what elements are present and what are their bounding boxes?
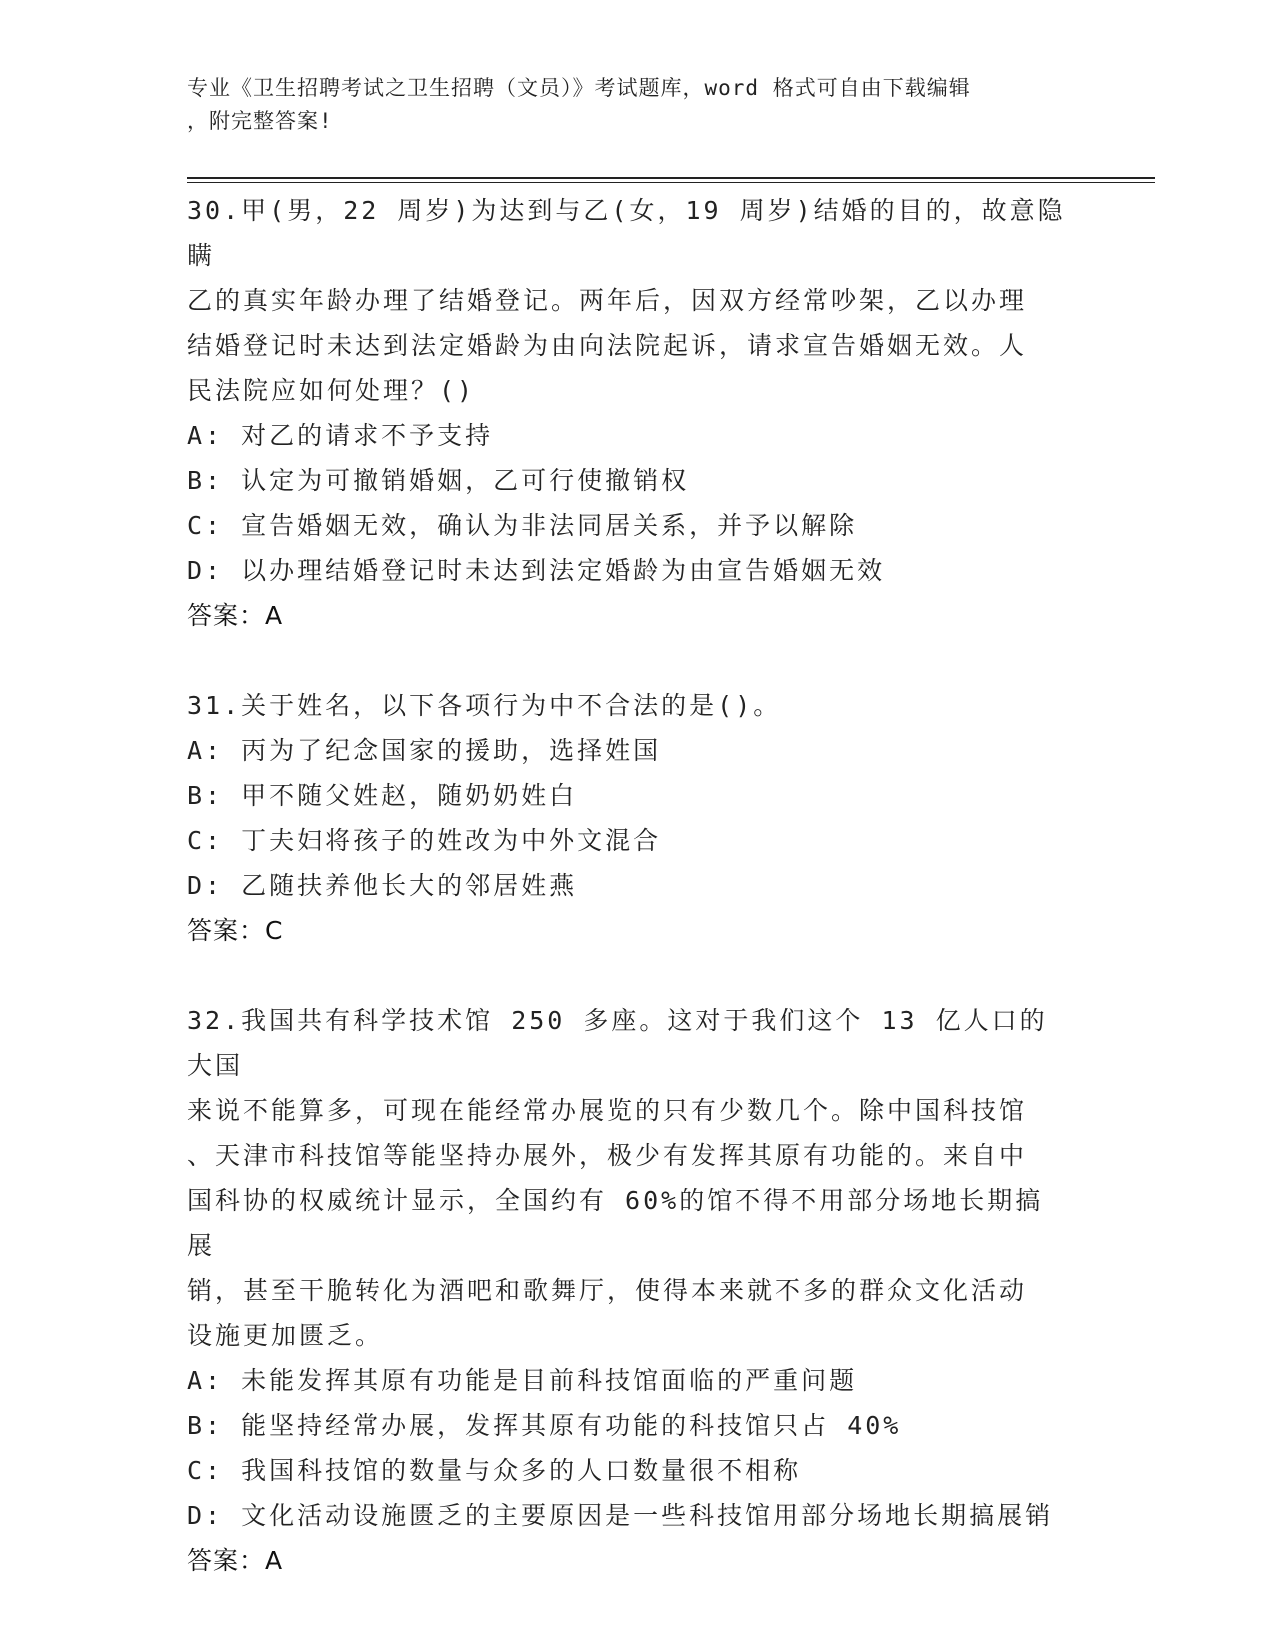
question-30 <box>187 188 1087 638</box>
question-line: 30.甲(男，22 周岁)为达到与乙(女，19 周岁)结婚的目的，故意隐瞒 <box>187 196 1066 270</box>
question-line: 设施更加匮乏。 <box>187 1321 384 1350</box>
question-text <box>187 188 1067 413</box>
option-d: D: 文化活动设施匮乏的主要原因是一些科技馆用部分场地长期搞展销 <box>187 1501 1054 1530</box>
header-line-1: 专业《卫生招聘考试之卫生招聘（文员）》考试题库，word 格式可自由下载编辑 <box>187 76 971 100</box>
option-a: A: 丙为了纪念国家的援助，选择姓国 <box>187 736 662 765</box>
question-line: 、天津市科技馆等能坚持办展外，极少有发挥其原有功能的。来自中 <box>187 1141 1028 1170</box>
question-text <box>187 683 1067 728</box>
question-line: 民法院应如何处理？() <box>187 376 476 405</box>
question-line: 乙的真实年龄办理了结婚登记。两年后，因双方经常吵架，乙以办理 <box>187 286 1028 315</box>
question-line: 32.我国共有科学技术馆 250 多座。这对于我们这个 13 亿人口的大国 <box>187 1006 1048 1080</box>
option-d: D: 以办理结婚登记时未达到法定婚龄为由宣告婚姻无效 <box>187 556 886 585</box>
option-b: B: 认定为可撤销婚姻，乙可行使撤销权 <box>187 466 690 495</box>
option-d: D: 乙随扶养他长大的邻居姓燕 <box>187 871 578 900</box>
header-divider-thin <box>187 182 1155 183</box>
answer-label: 答案：C <box>187 916 284 945</box>
question-line: 31.关于姓名，以下各项行为中不合法的是()。 <box>187 691 782 720</box>
question-line: 结婚登记时未达到法定婚龄为由向法院起诉，请求宣告婚姻无效。人 <box>187 331 1028 360</box>
option-a: A: 对乙的请求不予支持 <box>187 421 494 450</box>
answer-label: 答案：A <box>187 1546 284 1575</box>
answer-label: 答案：A <box>187 601 284 630</box>
option-c: C: 我国科技馆的数量与众多的人口数量很不相称 <box>187 1456 802 1485</box>
option-c: C: 丁夫妇将孩子的姓改为中外文混合 <box>187 826 662 855</box>
option-b: B: 能坚持经常办展，发挥其原有功能的科技馆只占 40% <box>187 1411 902 1440</box>
document-header <box>187 72 1067 138</box>
header-line-2: ，附完整答案! <box>187 109 333 133</box>
question-line: 国科协的权威统计显示，全国约有 60%的馆不得不用部分场地长期搞展 <box>187 1186 1044 1260</box>
question-32 <box>187 998 1087 1583</box>
question-text <box>187 998 1067 1358</box>
header-divider-thick <box>187 177 1155 179</box>
option-a: A: 未能发挥其原有功能是目前科技馆面临的严重问题 <box>187 1366 858 1395</box>
option-b: B: 甲不随父姓赵，随奶奶姓白 <box>187 781 578 810</box>
question-31 <box>187 683 1087 953</box>
question-line: 来说不能算多，可现在能经常办展览的只有少数几个。除中国科技馆 <box>187 1096 1028 1125</box>
question-list <box>187 188 1087 1628</box>
question-line: 销，甚至干脆转化为酒吧和歌舞厅，使得本来就不多的群众文化活动 <box>187 1276 1028 1305</box>
option-c: C: 宣告婚姻无效，确认为非法同居关系，并予以解除 <box>187 511 858 540</box>
